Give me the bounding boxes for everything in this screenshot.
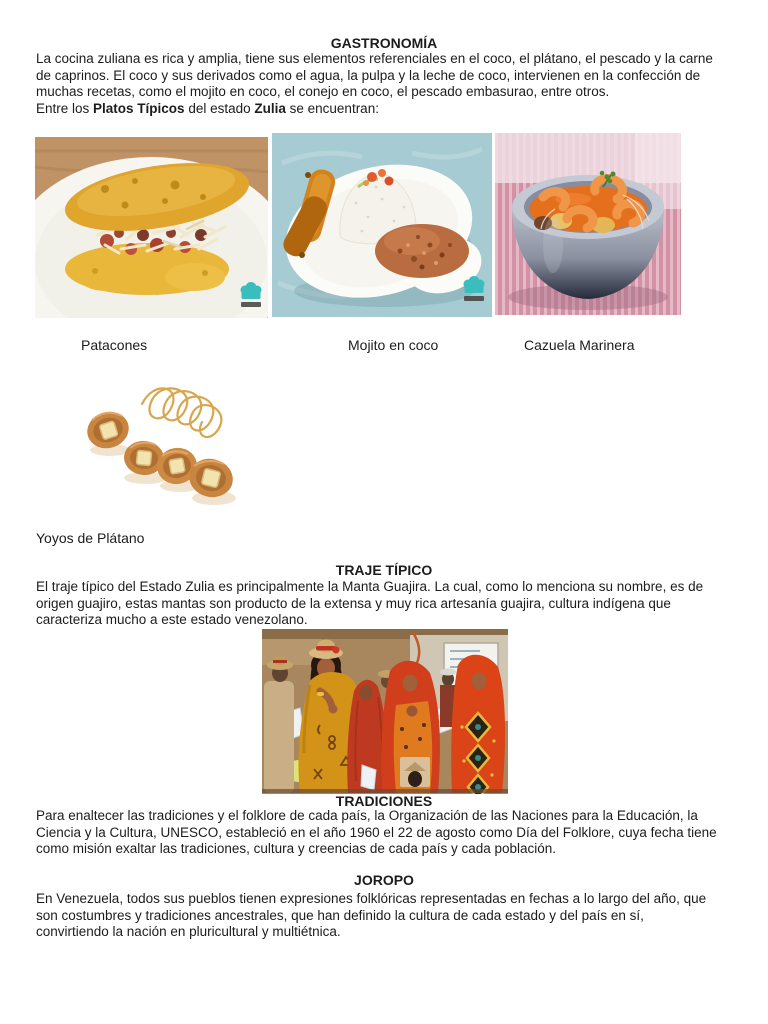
intro-bold-platos-tipicos: Platos Típicos [93, 100, 185, 116]
text-line: muchas recetas, como el mojito en coco, el conejo en coco, el pescado embasurao, entre otros. [36, 84, 610, 99]
caption-mojito-en-coco: Mojito en coco [348, 337, 439, 353]
intro-pre: Entre los [36, 100, 94, 116]
tradiciones-paragraph [36, 808, 742, 858]
caption-yoyos-de-platano: Yoyos de Plátano [36, 530, 145, 546]
joropo-paragraph [36, 891, 742, 941]
manta-guajira-illustration [262, 629, 508, 794]
text-line: origen guajiro, estas mantas son producto de la extensa y muy rica artesanía guajira, cultura indígena que [36, 595, 671, 611]
text-line: En Venezuela, todos sus pueblos tienen expresiones folklóricas representadas en fechas a lo largo del año, que [36, 891, 707, 906]
gastronomia-paragraph [36, 51, 742, 117]
text-line: Ciencia y la Cultura, UNESCO, estableció en el año 1960 el 22 de agosto como Día del Folklore, cuya fecha tiene [36, 824, 717, 840]
chef-hat-watermark-icon [241, 282, 262, 307]
section-title-joropo: JOROPO [354, 872, 414, 888]
text-line: son costumbres y tradiciones ancestrales, que han definido la cultura de cada estado y del país en sí, [36, 907, 644, 923]
patacones-illustration [35, 137, 268, 318]
text-line: La cocina zuliana es rica y amplia, tiene sus elementos referenciales en el coco, el plátano, el pescado y la carne [36, 51, 713, 66]
intro-mid: del estado [184, 100, 255, 116]
text-line: de caprinos. El coco y sus derivados como el agua, la pulpa y la leche de coco, intervienen en la confección de [36, 67, 701, 83]
mojito-illustration [272, 133, 492, 317]
yoyos-illustration [58, 364, 253, 519]
caption-cazuela-marinera: Cazuela Marinera [524, 337, 635, 353]
mojito-en-coco-photo [272, 133, 492, 317]
intro-post: se encuentran: [285, 100, 379, 116]
text-line: como misión exaltar las tradiciones, cultura y creencias de cada país y cada población. [36, 841, 557, 856]
text-line: convirtiendo la nación en pluricultural y multiétnica. [36, 924, 341, 939]
section-title-tradiciones: TRADICIONES [335, 793, 433, 809]
intro-bold-zulia: Zulia [254, 100, 286, 116]
intro-line [36, 101, 742, 118]
cazuela-illustration [495, 133, 681, 315]
manta-guajira-photo [262, 629, 508, 794]
text-line: El traje típico del Estado Zulia es principalmente la Manta Guajira. La cual, como lo menciona su nombre, es de [36, 579, 704, 594]
section-title-traje-tipico: TRAJE TÍPICO [335, 562, 433, 578]
traje-paragraph [36, 579, 742, 629]
cazuela-marinera-photo [495, 133, 681, 315]
woman-red-diamond-robe [451, 655, 505, 794]
caption-patacones: Patacones [81, 337, 148, 353]
yoyos-de-platano-photo [58, 364, 253, 519]
patacones-photo [35, 137, 268, 318]
chef-hat-watermark-icon [464, 276, 485, 301]
section-title-gastronomia: GASTRONOMÍA [330, 35, 438, 51]
woman-orange-robe [381, 661, 440, 793]
text-line: Para enaltecer las tradiciones y el folklore de cada país, la Organización de las Naciones para la Educación, la [36, 808, 698, 823]
text-line: caracteriza mucho a este estado venezolano. [36, 612, 308, 627]
